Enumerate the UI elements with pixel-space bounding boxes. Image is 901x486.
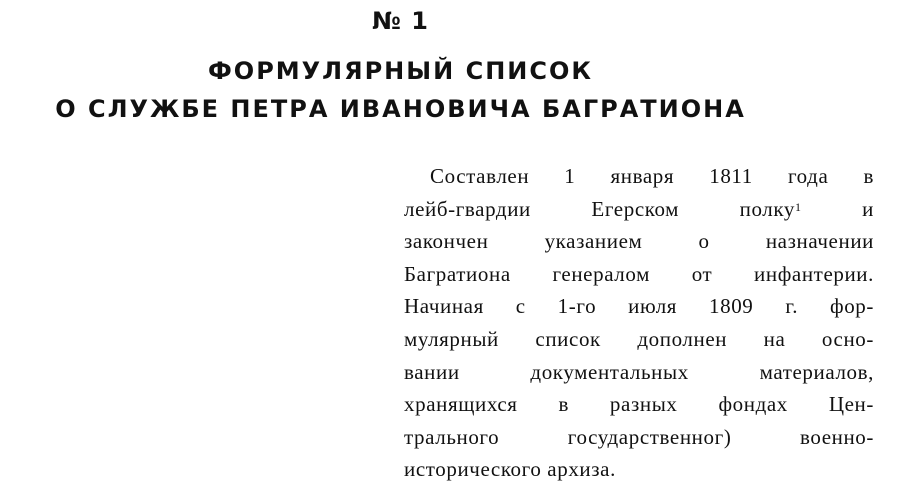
note-line-2-text: лейб-гвардии Егерском полку [404, 196, 795, 221]
note-line-10: исторического архиза. [404, 457, 616, 482]
note-line-8: хранящихся в разных фондах Цен- [404, 392, 874, 417]
note-line-9: трального государственног) военно- [404, 424, 874, 449]
footnote-marker[interactable]: 1 [794, 199, 802, 214]
note-line-6: мулярный список дополнен на осно- [404, 326, 874, 351]
note-line-2 [404, 193, 874, 226]
note-line-2-tail: и [862, 196, 874, 221]
note-line-4: Багратиона генералом от инфантерии. [404, 261, 874, 286]
document-title-line-2: О СЛУЖБЕ ПЕТРА ИВАНОВИЧА БАГРАТИОНА [55, 95, 746, 123]
document-title-line-1: ФОРМУЛЯРНЫЙ СПИСОК [208, 57, 593, 85]
document-number: № 1 [372, 7, 429, 35]
note-line-5: Начиная с 1-го июля 1809 г. фор- [404, 294, 874, 319]
editorial-note [404, 160, 874, 486]
note-line-7: вании документальных материалов, [404, 359, 874, 384]
note-line-1: Составлен 1 января 1811 года в [430, 164, 874, 188]
note-line-3: закончен указанием о назначении [404, 229, 874, 254]
